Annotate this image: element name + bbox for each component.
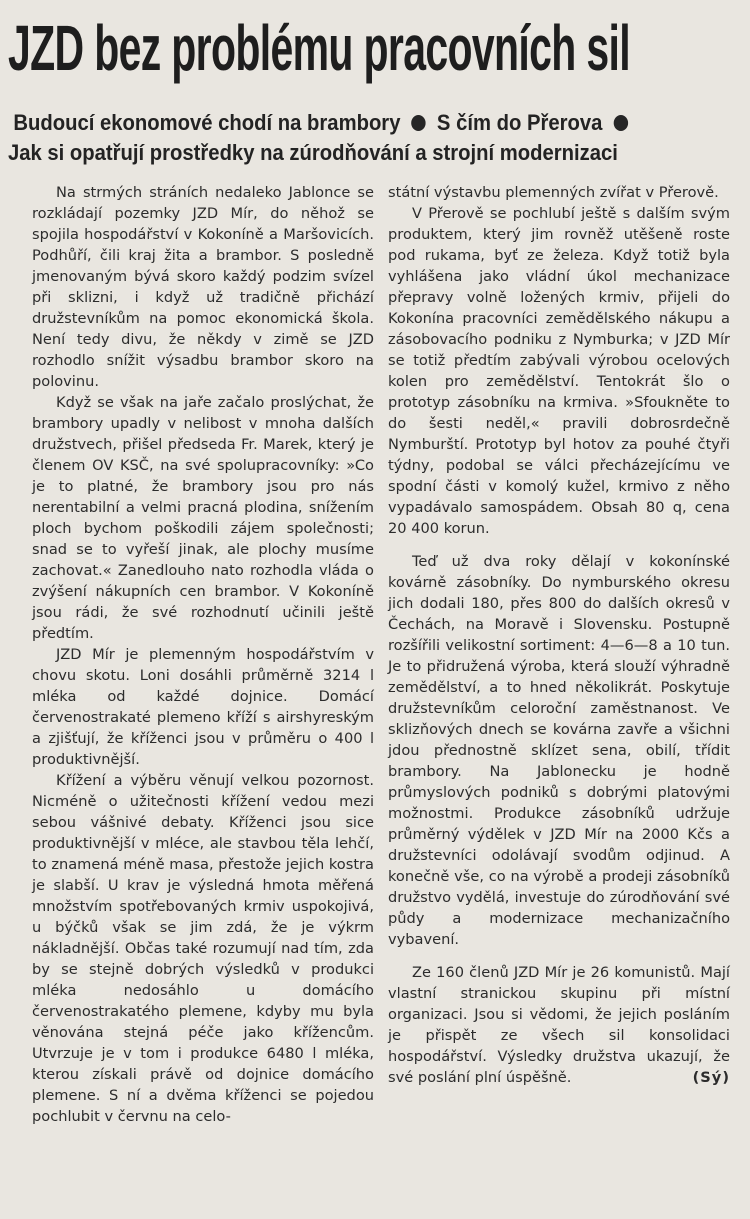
headline: JZD bez problému pracovních sil: [8, 12, 630, 84]
paragraph-continuation: státní výstavbu plemenných zvířat v Přerově.: [388, 184, 719, 201]
paragraph: Křížení a výběru věnují velkou pozornost. Nicméně o užitečnosti křížení vedou mezi sebou vášnivé debaty. Kříženci jsou sice produktivnější v mléce, ale stavbou těla lehčí, to znamená méně masa, přestože jejich kostra je slabší. U krav je výsledná hmota měřená množstvím spotřebovaných krmiv uspokojivá, u býčků však se jim zdá, že je výkrm nákladnější. Občas také rozumují nad tím, zda by se stejně dobrých výsledků v produkci mléka nedosáhlo u domácího červenostrakatého plemene, kdyby mu byla věnována stejná péče jako křížencům. Utvrzuje je v tom i produkce 6480 l mléka, kterou získali právě od dojnice domácího plemene. S ní a dvěma kříženci se pojedou pochlubit v červnu na celo-: [32, 772, 374, 1125]
article-body: [8, 182, 742, 1127]
paragraph: V Přerově se pochlubí ještě s dalším svým produktem, který jim rovněž utěšeně roste pod rukama, byť ze železa. Když totiž byla vyhlášena jako vládní úkol mechanizace přepravy volně ložených krmiv, přijeli do Kokonína pracovníci zemědělského nákupu a zásobovacího podniku z Nymburka; v JZD Mír se totiž předtím zabývali výrobou ocelových kolen pro zemědělství. Tentokrát šlo o prototyp zásobníku na krmiva. »Sfoukněte to do šesti neděl,« pravili dobrosrdečně Nymburští. Prototyp byl hotov za pouhé čtyři týdny, podobal se válci přecházejícímu ve spodní části v komolý kužel, krmivo z něho vypadávalo samospádem. Obsah 80 q, cena 20 400 korun.: [388, 205, 730, 537]
subheading-1a: Budoucí ekonomové chodí na brambory: [13, 110, 401, 135]
paragraph-text: Ze 160 členů JZD Mír je 26 komunistů. Mají vlastní stranickou skupinu při místní organizaci. Jsou si vědomi, že jejich posláním je přispět ze všech sil konsolidaci hospodářství. Výsledky družstva ukazují, že své poslání plní úspěšně.: [388, 964, 730, 1086]
paragraph: JZD Mír je plemenným hospodářstvím v chovu skotu. Loni dosáhli průměrně 3214 l mléka od každé dojnice. Domácí červenostrakaté plemeno kříží s airshyreským a zjišťují, že kříženci jsou v průměru o 400 l produktivnější.: [32, 646, 374, 768]
subheading-line-2: Jak si opatřují prostředky na zúrodňování a strojní modernizaci: [8, 140, 618, 165]
column-right: [388, 182, 730, 1127]
paragraph: Když se však na jaře začalo proslýchat, že brambory upadly v nelibost v mnoha dalších družstvech, přišel předseda Fr. Marek, který je členem OV KSČ, na své spolupracovníky: »Co je to platné, že brambory jsou pro nás nerentabilní a velmi pracná plodina, snížením ploch bychom poškodili zájem společnosti; snad se to vyřeší jinak, ale plochy musíme zachovat.« Zanedlouho nato rozhodla vláda o zvýšení nákupních cen brambor. V Kokoníně jsou rádi, že své rozhodnutí učinili ještě předtím.: [32, 394, 374, 642]
subheadings: [8, 108, 742, 168]
paragraph: Teď už dva roky dělají v kokonínské kovárně zásobníky. Do nymburského okresu jich dodali 180, přes 800 do dalších okresů v Čechách, na Moravě i Slovensku. Postupně rozšířili velikostní sortiment: 4—6—8 a 10 tun. Je to přidružená výroba, která slouží výhradně zemědělství, a to hned několikrát. Poskytuje družstevníkům celoroční zaměstnanost. Ve sklizňových dnech se kovárna zavře a všichni jdou přednostně sklízet sena, obilí, třídit brambory. Na Jablonecku je hodně průmyslových podniků s dobrými platovými možnostmi. Produkce zásobníků udržuje průměrný výdělek v JZD Mír na 2000 Kčs a družstevníci odolávají svodům odjinud. A konečně vše, co na výrobě a prodeji zásobníků družstvo vydělá, investuje do zúrodňování své půdy a modernizace mechanizačního vybavení.: [388, 553, 730, 948]
subheading-line-1: [8, 108, 669, 138]
subheading-1b: S čím do Přerova: [436, 110, 603, 135]
author-signature: (Sý): [692, 1069, 730, 1086]
bullet-icon: [613, 115, 627, 131]
paragraph: Na strmých stráních nedaleko Jablonce se rozkládají pozemky JZD Mír, do něhož se spojila hospodářství v Kokoníně a Maršovicích. Podhůří, čili kraj žita a brambor. S posledně jmenovaným bývá skoro každý podzim svízel při sklizni, i když už tradičně přichází družstevníkům na pomoc ekonomická škola. Není tedy divu, že někdy v zimě se JZD rozhodlo snížit výsadbu brambor skoro na polovinu.: [32, 184, 374, 390]
bullet-icon: [411, 115, 425, 131]
column-left: [32, 182, 374, 1127]
paragraph: [388, 962, 730, 1088]
